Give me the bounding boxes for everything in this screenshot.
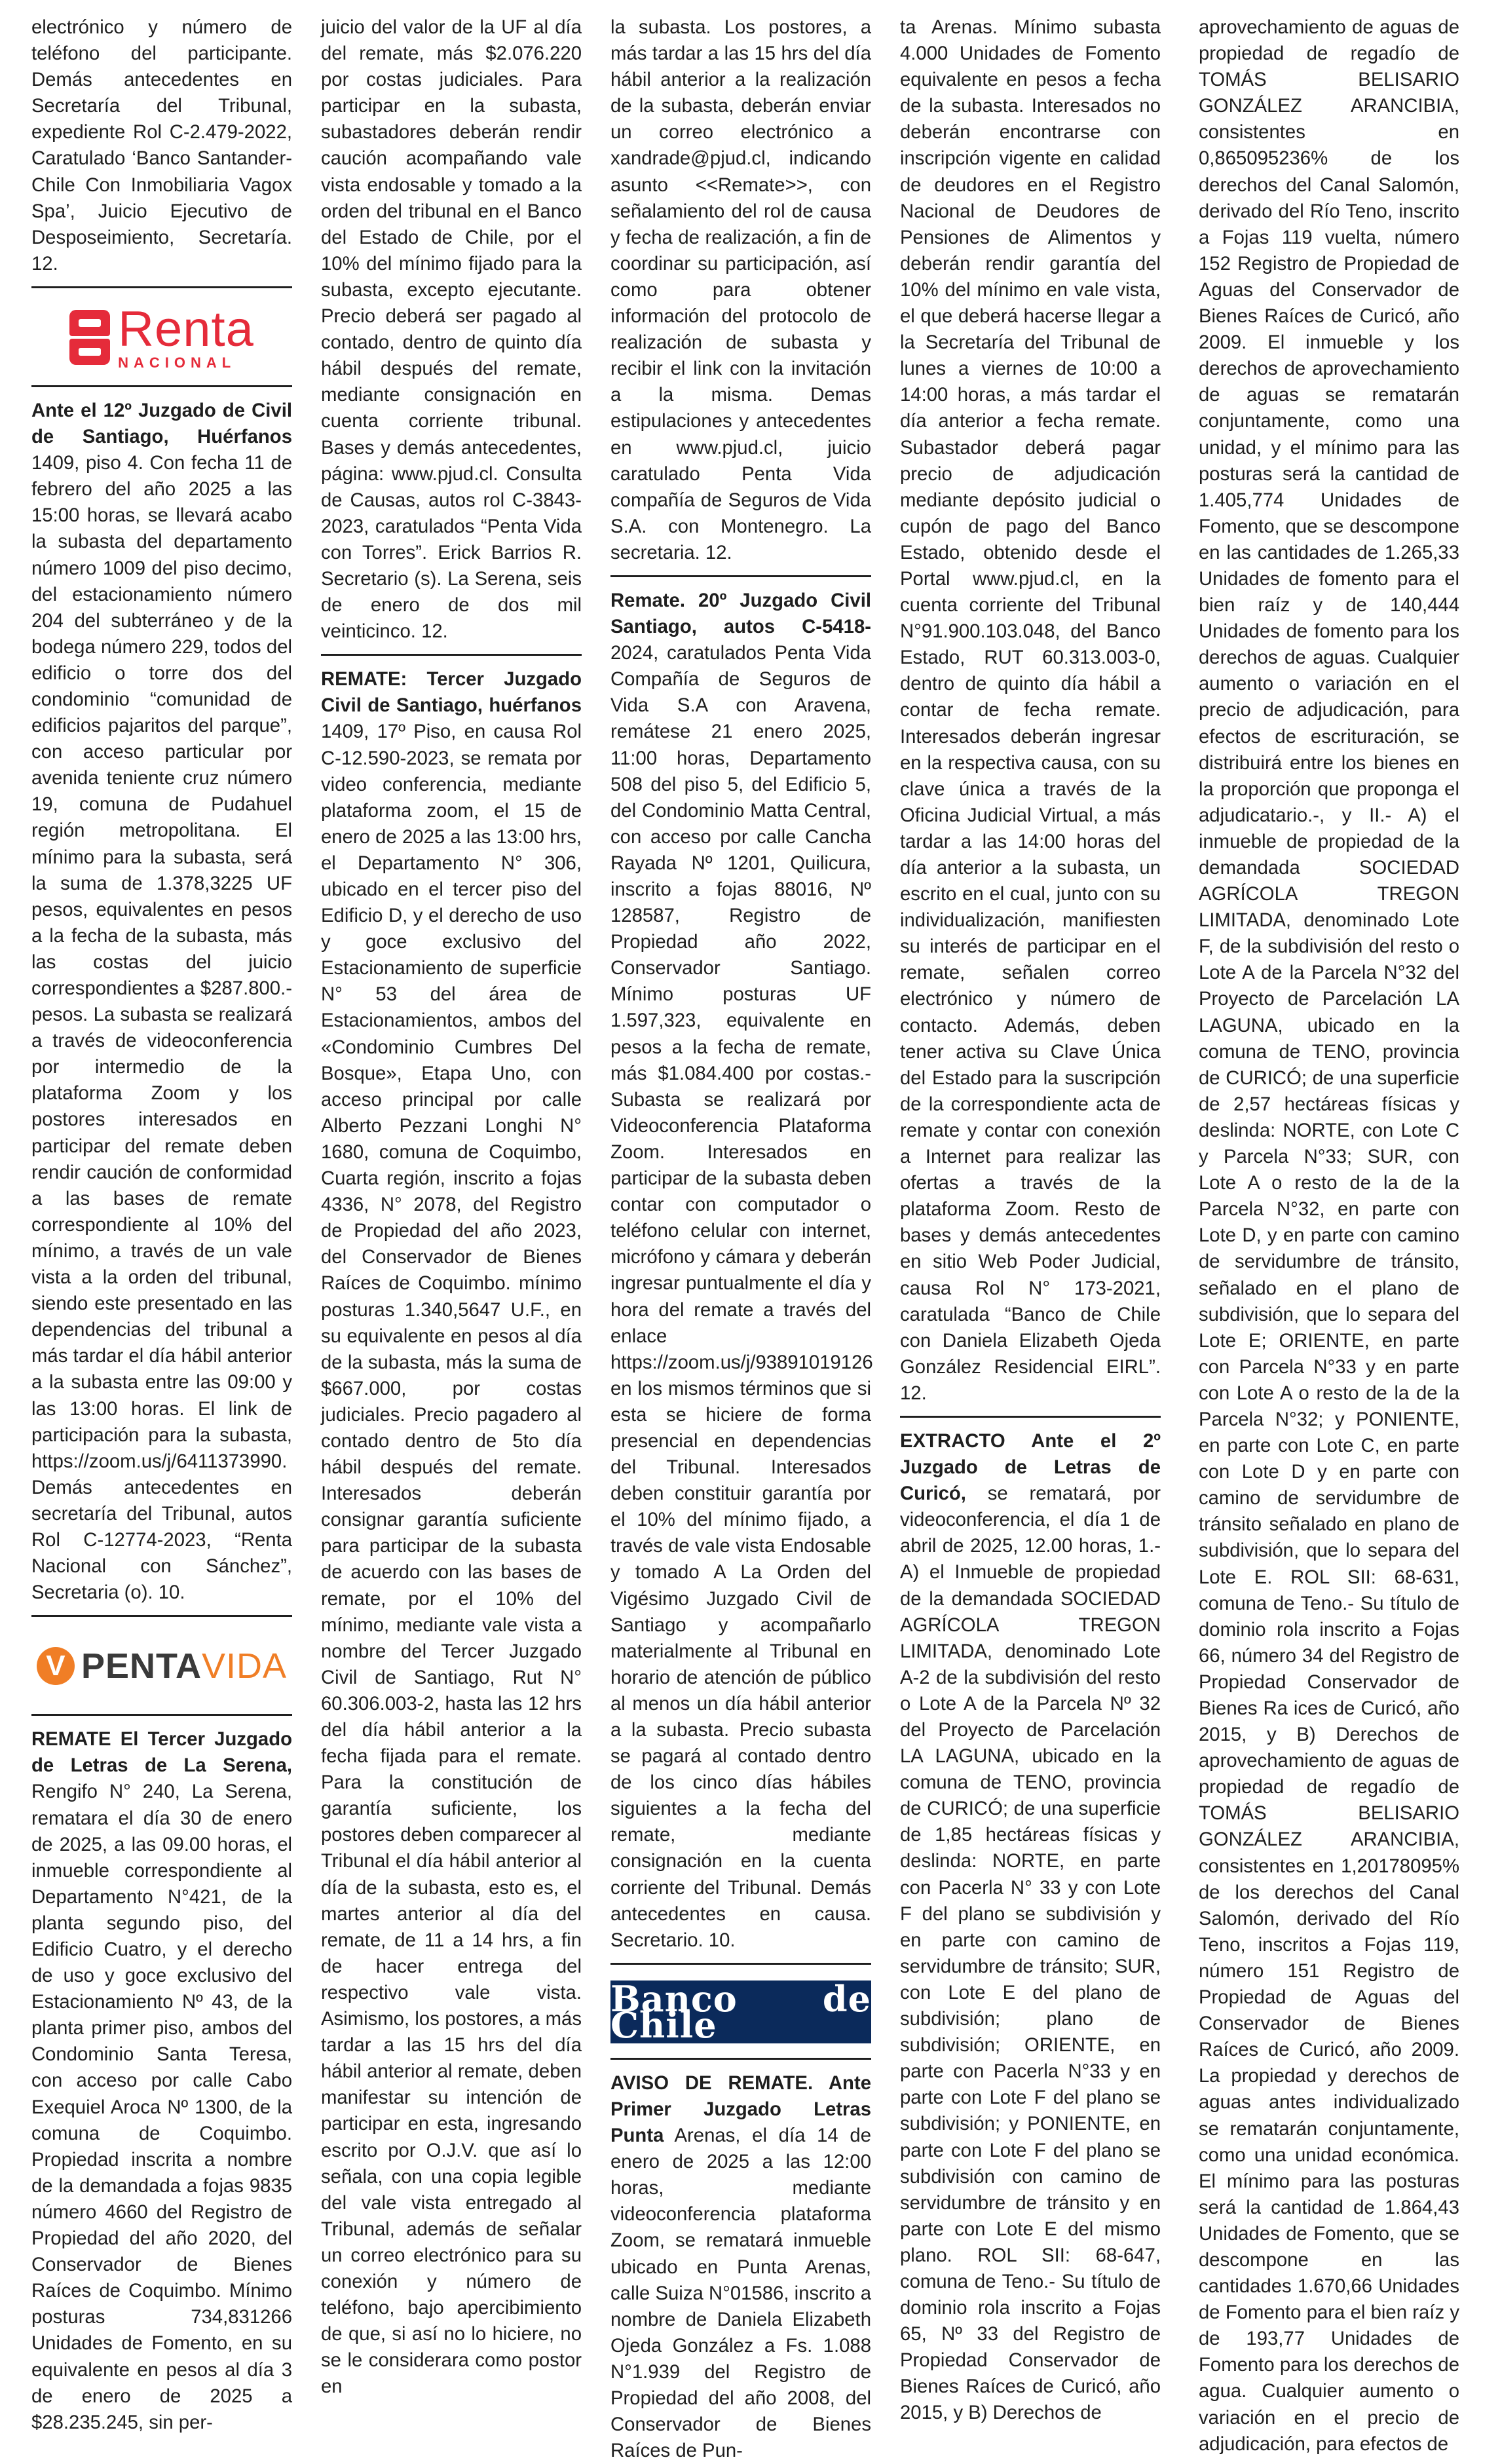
notice-text — [321, 14, 582, 645]
column-3 — [610, 14, 873, 2462]
notice-body: Rengifo N° 240, La Serena, rematara el día 30 de enero de 2025, a las 09.00 horas, el inmueble correspondiente al Departamento N°421, de la planta segundo piso, del Edificio Cuatro, y el derecho de uso y goce exclusivo del Estacionamiento Nº 43, de la planta primer piso, ambos del Condominio Santa Teresa, con acceso por calle Cabo Exequiel Aroca Nº 1300, de la comuna de Coquimbo. Propiedad inscrita a nombre de la demandada a fojas 9835 número 4660 del Registro de Propiedad del año 2020, del Conservador de Bienes Raíces de Coquimbo. Mínimo posturas 734,831266 Unidades de Fomento, en su equivalente en pesos al día 3 de enero de 2025 a $28.235.245, sin per- — [31, 1781, 292, 2433]
divider — [31, 286, 292, 288]
penta-logo — [31, 1627, 292, 1705]
column-2 — [321, 14, 582, 2398]
notice-text — [31, 398, 292, 1606]
divider — [610, 1963, 871, 1965]
divider — [610, 2058, 871, 2060]
notice-heading: Ante el 12º Juzgado de Civil de Santiago, Huérfanos — [31, 399, 292, 448]
penta-logo-word-a: PENTA — [81, 1646, 202, 1686]
notice-heading: EXTRACTO Ante el 2º Juzgado de Letras de Curicó, — [900, 1430, 1161, 1505]
divider — [31, 1615, 292, 1617]
notice-text — [610, 588, 871, 1954]
notice-body: juicio del valor de la UF al día del remate, más $2.076.220 por costas judiciales. Para participar en la subasta, subastadores deberán rendir caución acompañando vale vista endosable y tomado a la orden del tribunal en el Banco del Estado de Chile, por el 10% del mínimo fijado para la subasta, excepto ejecutante. Precio deberá ser pagado al contado, dentro de quinto día hábil después del remate, mediante consignación en cuenta corriente tribunal. Bases y demás antecedentes, página: www.pjud.cl. Consulta de Causas, autos rol C-3843-2023, caratulados “Penta Vida con Torres”. Erick Barrios R. Secretario (s). La Serena, seis de enero de dos mil veinticinco. 12. — [321, 16, 582, 643]
notice-text — [610, 2070, 871, 2464]
notice-heading: REMATE: Tercer Juzgado Civil de Santiago, huérfanos — [321, 668, 582, 717]
notice-body: se rematará, por videoconferencia, el día 1 de abril de 2025, 12.00 horas, 1.- A) el Inmueble de propiedad de la demandada SOCIEDAD AGRÍCOLA TREGON LIMITADA, denominado Lote A-2 de la subdivisión del resto o Lote A de la Parcela Nº 32 del Proyecto de Parcelación LA LAGUNA, ubicado en la comuna de TENO, provincia de CURICÓ; de una superficie de 1,85 hectáreas físicas y deslinda: NORTE, en parte con Pacerla N° 33 y con Lote F del plano se subdivisión y en parte con camino de servidumbre de tránsito; SUR, con Lote E del plano de subdivisión; plano de subdivisión; ORIENTE, en parte con Pacerla N°33 y en parte con Lote F del plano se subdivisión; y PONIENTE, en parte con Lote F del plano se subdivisión con camino de servidumbre de tránsito y en parte con Lote E del mismo plano. ROL SII: 68-647, comuna de Teno.- Su título de dominio rola inscrito a Fojas 65, Nº 33 del Registro de Propiedad Conservador de Bienes Raíces de Curicó, año 2015, y B) Derechos de — [900, 1483, 1161, 2424]
penta-logo-word — [81, 1646, 288, 1686]
column-5 — [1199, 14, 1459, 2455]
notice-body: la subasta. Los postores, a más tardar a las 15 hrs del día hábil anterior a la realización de la subasta, deberán enviar un correo electrónico a xandrade@pjud.cl, indicando asunto <<Remate>>, con señalamiento del rol de causa y fecha de realización, a fin de coordinar su participación, así como para obtener información del protocolo de realización de subasta y recibir el link con la invitación a la misma. Demas estipulaciones y antecedentes en www.pjud.cl, juicio caratulado Penta Vida compañía de Seguros de Vida S.A. con Montenegro. La secretaria. 12. — [610, 16, 871, 563]
divider — [31, 385, 292, 387]
notice-text — [31, 14, 292, 277]
notice-text — [610, 14, 871, 566]
notice-heading: AVISO DE REMATE. Ante Primer Juzgado Letras Punta — [610, 2072, 871, 2147]
penta-v-icon: V — [37, 1647, 75, 1685]
notice-text — [1199, 14, 1459, 2457]
column-4 — [900, 14, 1161, 2424]
notice-body: 1409, piso 4. Con fecha 11 de febrero del año 2025 a las 15:00 horas, se llevará acabo la subasta del departamento número 1009 del piso decimo, del estacionamiento número 204 del subterráneo y de la bodega número 229, todos del edificio o torre dos del condominio “comunidad de edificios pajaritos del parque”, con acceso particular por avenida teniente cruz número 19, comuna de Pudahuel región metropolitana. El mínimo para la subasta, será la suma de 1.378,3225 UF pesos, equivalentes en pesos a la fecha de la subasta, más las costas del juicio correspondientes a $287.800.- pesos. La subasta se realizará a través de videoconferencia por intermedio de la plataforma Zoom y los postores interesados en participar del remate deben rendir caución de conformidad a las bases de remate correspondiente al 10% del mínimo, a través de un vale vista a la orden del tribunal, siendo este presentado en las dependencias del tribunal a más tardar el día hábil anterior a la subasta entre las 09:00 y las 13:00 horas. El link de participación para la subasta, https://zoom.us/j/6411373990. Demás antecedentes en secretaría del Tribunal, autos Rol C-12774-2023, “Renta Nacional con Sánchez”, Secretaria (o). 10. — [31, 452, 292, 1604]
renta-logo-subtitle: NACIONAL — [118, 354, 236, 371]
divider — [610, 575, 871, 577]
notice-body: aprovechamiento de aguas de propiedad de regadío de TOMÁS BELISARIO GONZÁLEZ ARANCIBIA, consistentes en 0,865095236% de los derechos del Canal Salomón, derivado del Río Teno, inscrito a Fojas 119 vuelta, número 152 Registro de Propiedad de Aguas del Conservador de Bienes Raíces de Curicó, año 2009. El inmueble y los derechos de aprovechamiento de aguas se rematarán conjuntamente, como una unidad, y el mínimo para las posturas será la cantidad de 1.405,774 Unidades de Fomento, que se descompone en las cantidades de 1.265,33 Unidades de fomento para el bien raíz y de 140,444 Unidades de fomento para los derechos de aguas. Cualquier aumento o variación en el precio de adjudicación, para efectos de escrituración, se distribuirá entre los bienes en la proporción que proponga el adjudicatario.-, y II.- A) el inmueble de propiedad de la demandada SOCIEDAD AGRÍCOLA TREGON LIMITADA, denominado Lote F, de la subdivisión del resto o Lote A de la Parcela N°32 del Proyecto de Parcelación LA LAGUNA, ubicado en la comuna de TENO, provincia de CURICÓ; de una superficie de 2,57 hectáreas físicas y deslinda: NORTE, con Lote C y Parcela N°33; SUR, con Lote A o resto de la de la Parcela N°32, en parte con Lote D, y en parte con camino de servidumbre de tránsito, señalado en el plano de subdivisión, que lo separa del Lote E; ORIENTE, en parte con Parcela N°33 y en parte con Lote A o resto de la de la Parcela N°32; y PONIENTE, en parte con Lote C, en parte con Lote D y en parte con camino de servidumbre de tránsito señalado en plano de subdivisión, que lo separa del Lote E. ROL SII: 68-631, comuna de Teno.- Su título de dominio rola inscrito a Fojas 66, número 34 del Registro de Propiedad Conservador de Bienes Ra ices de Curicó, año 2015, y B) Derechos de aprovechamiento de aguas de propiedad de regadío de TOMÁS BELISARIO GONZÁLEZ ARANCIBIA, consistentes en 1,20178095% de los derechos del Canal Salomón, derivado del Río Teno, inscritos a Fojas 119, número 151 Registro de Propiedad de Aguas del Conservador de Bienes Raíces de Curicó, año 2009. La propiedad y derechos de aguas antes individualizado se rematarán conjuntamente, como una unidad económica. El mínimo para las posturas será la cantidad de 1.864,43 Unidades de Fomento, que se descompone en las cantidades 1.670,66 Unidades de Fomento para el bien raíz y de 193,77 Unidades de Fomento para los derechos de agua. Cualquier aumento o variación en el precio de adjudicación, para efectos de — [1199, 16, 1459, 2455]
renta-logo-title: Renta — [118, 301, 254, 357]
divider — [31, 1714, 292, 1716]
divider — [900, 1416, 1161, 1418]
notice-text — [321, 666, 582, 2400]
divider — [321, 654, 582, 656]
banco-logo — [610, 1975, 871, 2049]
renta-mark-icon — [69, 310, 110, 365]
notice-text — [900, 14, 1161, 1407]
notice-heading: REMATE El Tercer Juzgado de Letras de La Serena, — [31, 1728, 292, 1777]
notice-text — [31, 1726, 292, 2436]
notice-body: 2024, caratulados Penta Vida Compañía de Seguros de Vida S.A con Aravena, remátese 21 enero 2025, 11:00 horas, Departamento 508 del piso 5, del Edificio 5, del Condominio Matta Central, con acceso por calle Cancha Rayada Nº 1201, Quilicura, inscrito a fojas 88016, Nº 128587, Registro de Propiedad año 2022, Conservador Santiago. Mínimo posturas UF 1.597,323, equivalente en pesos a la fecha de remate, más $1.084.400 por costas.- Subasta se realizará por Videoconferencia Plataforma Zoom. Interesados en participar de la subasta deben contar con computador o teléfono celular con internet, micrófono y cámara y deberán ingresar puntualmente el día y hora del remate a través del enlace https://zoom.us/j/93891019126 en los mismos términos que si esta se hiciere de forma presencial en dependencias del Tribunal. Interesados deben constituir garantía por el 10% del mínimo fijado, a través de vale vista Endosable y tomado A La Orden del Vigésimo Juzgado Civil de Santiago y acompañarlo materialmente al Tribunal en horario de atención de público al menos un día hábil anterior a la subasta. Precio subasta se pagará al contado dentro de los cinco días hábiles siguientes a la fecha del remate, mediante consignación en la cuenta corriente del Tribunal. Demás antecedentes en causa. Secretario. 10. — [610, 642, 873, 1951]
renta-logo — [31, 299, 292, 376]
notice-body: electrónico y número de teléfono del participante. Demás antecedentes en Secretaría del Tribunal, expediente Rol C-2.479-2022, Caratulado ‘Banco Santander- Chile Con Inmobiliaria Vagox Spa’, Juicio Ejecutivo de Desposeimiento, Secretaría. 12. — [31, 16, 292, 275]
notice-heading: Remate. 20º Juzgado Civil Santiago, autos C-5418- — [610, 589, 871, 638]
notice-body: Arenas, el día 14 de enero de 2025 a las 12:00 horas, mediante videoconferencia plataforma Zoom, se rematará inmueble ubicado en Punta Arenas, calle Suiza N°01586, inscrito a nombre de Daniela Elizabeth Ojeda González a Fs. 1.088 N°1.939 del Registro de Propiedad del año 2008, del Conservador de Bienes Raíces de Pun- — [610, 2125, 871, 2462]
notice-text — [900, 1428, 1161, 2427]
notice-body: ta Arenas. Mínimo subasta 4.000 Unidades de Fomento equivalente en pesos a fecha de la subasta. Interesados no deberán encontrarse con inscripción vigente en calidad de deudores en el Registro Nacional de Deudores de Pensiones de Alimentos y deberán rendir garantía del 10% del mínimo en vale vista, el que deberá hacerse llegar a la Secretaría del Tribunal de lunes a viernes de 10:00 a 14:00 horas, a más tardar el día anterior a fecha remate. Subastador deberá pagar precio de adjudicación mediante depósito judicial o cupón de pago del Banco Estado, obtenido desde el Portal www.pjud.cl, en la cuenta corriente del Tribunal N°91.900.103.048, del Banco Estado, RUT 60.313.003-0, dentro de quinto día hábil a contar de fecha remate. Interesados deberán ingresar en la respectiva causa, con su clave única a través de la Oficina Judicial Virtual, a más tardar a las 14:00 horas del día anterior a la subasta, un escrito en el cual, junto con su individualización, manifiesten su interés de participar en el remate, señalen correo electrónico y número de contacto. Además, deben tener activa su Clave Única del Estado para la suscripción de la correspondiente acta de remate y contar con conexión a Internet para realizar las ofertas a través de la plataforma Zoom. Resto de bases y demás antecedentes en sitio Web Poder Judicial, causa Rol N° 173-2021, caratulada “Banco de Chile con Daniela Elizabeth Ojeda González Residencial EIRL”. 12. — [900, 16, 1161, 1404]
notice-body: 1409, 17º Piso, en causa Rol C-12.590-2023, se remata por video conferencia, mediante plataforma zoom, el 15 de enero de 2025 a las 13:00 hrs, el Departamento N° 306, ubicado en el tercer piso del Edificio D, y el derecho de uso y goce exclusivo del Estacionamiento de superficie N° 53 del área de Estacionamientos, ambos del «Condominio Cumbres Del Bosque», Etapa Uno, con acceso principal por calle Alberto Pezzani Longhi N° 1680, comuna de Coquimbo, Cuarta región, inscrito a fojas 4336, N° 2078, del Registro de Propiedad del año 2023, del Conservador de Bienes Raíces de Coquimbo. mínimo posturas 1.340,5647 U.F., en su equivalente en pesos al día de la subasta, más la suma de $667.000, por costas judiciales. Precio pagadero al contado dentro de 5to día hábil después del remate. Interesados deberán consignar garantía suficiente para participar de la subasta de acuerdo con las bases de remate, por el 10% del mínimo, mediante vale vista a nombre del Tercer Juzgado Civil de Santiago, Rut N° 60.306.003-2, hasta las 12 hrs del día hábil anterior a la fecha fijada para el remate. Para la constitución de garantía suficiente, los postores deben comparecer al Tribunal el día hábil anterior al día de la subasta, esto es, el martes anterior al día del remate, de 11 a 14 hrs, a fin de hacer entrega del respectivo vale vista. Asimismo, los postores, a más tardar a las 15 hrs del día hábil anterior al remate, deben manifestar su intención de participar en esta, ingresando escrito por O.J.V. que así lo señala, con una copia legible del vale vista entregado al Tribunal, además de señalar un correo electrónico para su conexión y número de teléfono, bajo apercibimiento de que, si así no lo hiciere, no se le considerara como postor en — [321, 721, 582, 2398]
banco-logo-text: Banco de Chile — [610, 1977, 871, 2046]
penta-logo-word-b: VIDA — [201, 1646, 288, 1686]
column-1 — [31, 14, 292, 2433]
